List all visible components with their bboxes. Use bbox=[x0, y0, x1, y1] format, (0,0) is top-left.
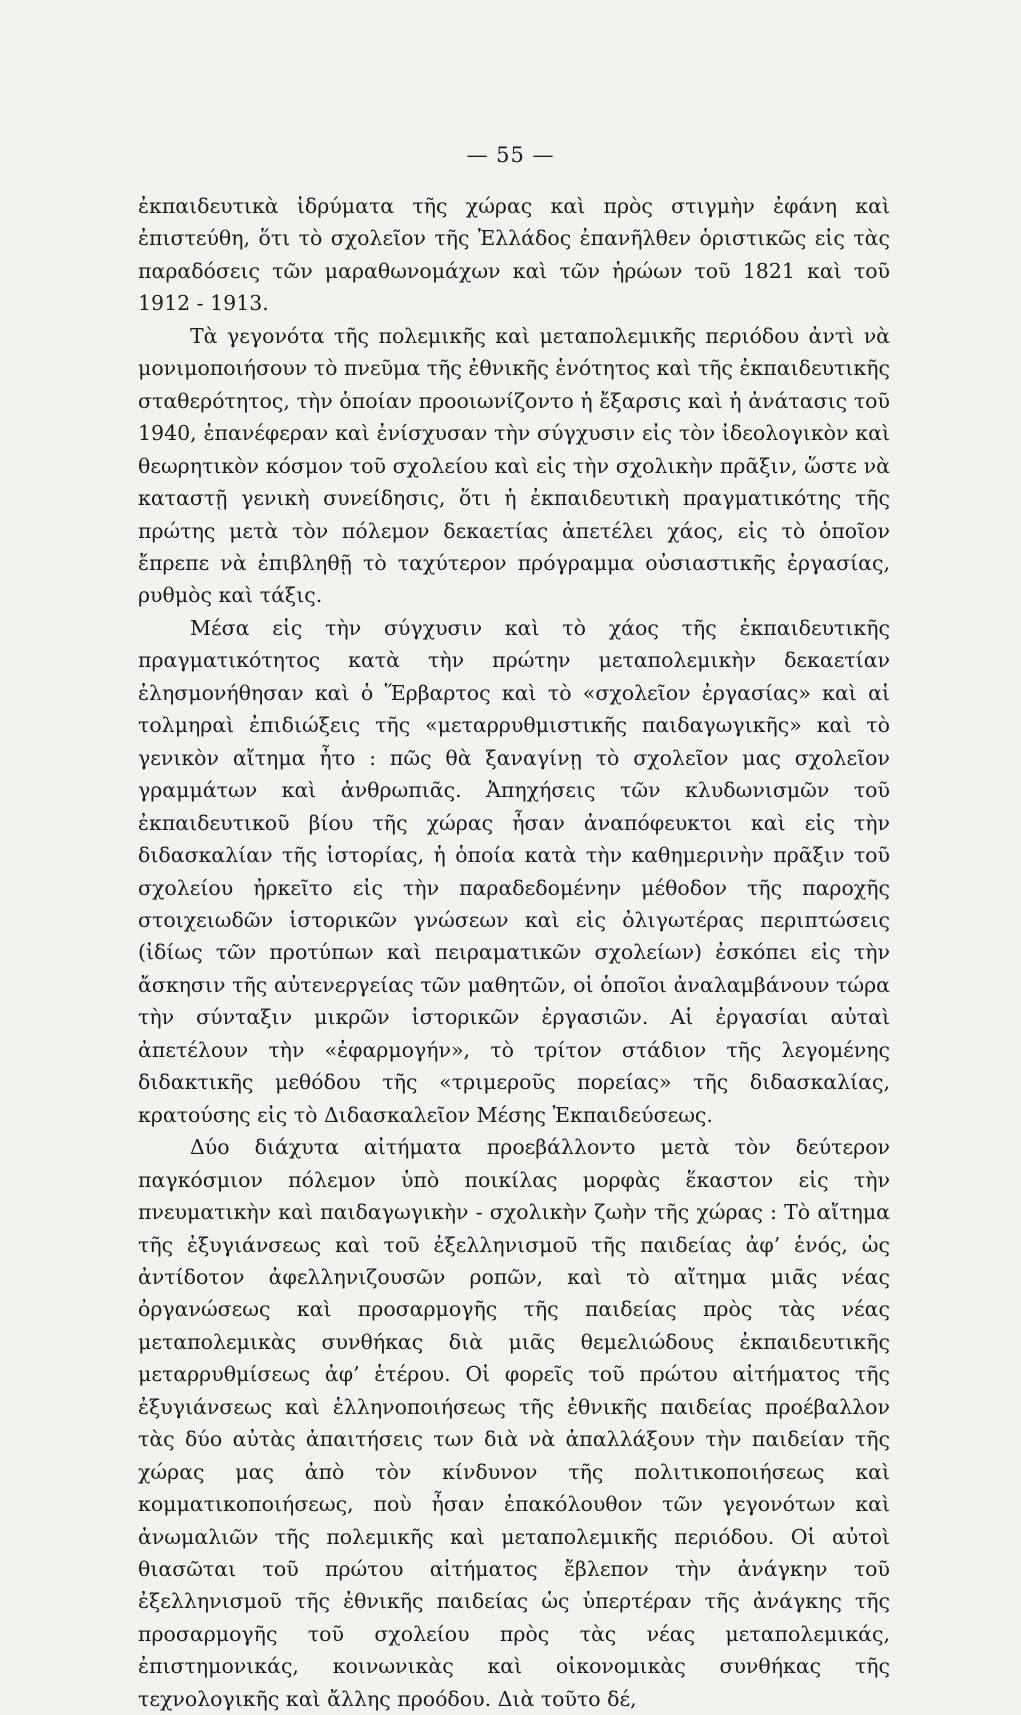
body-text bbox=[138, 190, 890, 1715]
paragraph: Μέσα εἰς τὴν σύγχυσιν καὶ τὸ χάος τῆς ἐκπαιδευτικῆς πραγματικότητος κατὰ τὴν πρώτην μεταπολεμικὴν δεκαετίαν ἐλησμονήθησαν καὶ ὁ Ἕρβαρτος καὶ τὸ «σχολεῖον ἐργασίας» καὶ αἱ τολμηραὶ ἐπιδιώξεις τῆς «μεταρρυθμιστικῆς παιδαγωγικῆς» καὶ τὸ γενικὸν αἴτημα ἦτο : πῶς θὰ ξαναγίνῃ τὸ σχολεῖον μας σχολεῖον γραμμάτων καὶ ἀνθρωπιᾶς. Ἀπηχήσεις τῶν κλυδωνισμῶν τοῦ ἐκπαιδευτικοῦ βίου τῆς χώρας ἦσαν ἀναπόφευκτοι καὶ εἰς τὴν διδασκαλίαν τῆς ἱστορίας, ἡ ὁποία κατὰ τὴν καθημερινὴν πρᾶξιν τοῦ σχολείου ἠρκεῖτο εἰς τὴν παραδεδομένην μέθοδον τῆς παροχῆς στοιχειωδῶν ἱστορικῶν γνώσεων καὶ εἰς ὀλιγωτέρας περιπτώσεις (ἰδίως τῶν προτύπων καὶ πειραματικῶν σχολείων) ἐσκόπει εἰς τὴν ἄσκησιν τῆς αὐτενεργείας τῶν μαθητῶν, οἱ ὁποῖοι ἀναλαμβάνουν τώρα τὴν σύνταξιν μικρῶν ἱστορικῶν ἐργασιῶν. Αἱ ἐργασίαι αὐταὶ ἀπετέλουν τὴν «ἐφαρμογήν», τὸ τρίτον στάδιον τῆς λεγομένης διδακτικῆς μεθόδου τῆς «τριμεροῦς πορείας» τῆς διδασκαλίας, κρατούσης εἰς τὸ Διδασκαλεῖον Μέσης Ἐκπαιδεύσεως. bbox=[138, 615, 890, 1127]
paragraph: Τὰ γεγονότα τῆς πολεμικῆς καὶ μεταπολεμικῆς περιόδου ἀντὶ νὰ μονιμοποιήσουν τὸ πνεῦμα τῆς ἐθνικῆς ἑνότητος καὶ τῆς ἐκπαιδευτικῆς σταθερότητος, τὴν ὁποίαν προοιωνίζοντο ἡ ἔξαρσις καὶ ἡ ἀνάτασις τοῦ 1940, ἐπανέφεραν καὶ ἐνίσχυσαν τὴν σύγχυσιν εἰς τὸν ἰδεολογικὸν καὶ θεωρητικὸν κόσμον τοῦ σχολείου καὶ εἰς τὴν σχολικὴν πρᾶξιν, ὥστε νὰ καταστῇ γενικὴ συνείδησις, ὅτι ἡ ἐκπαιδευτικὴ πραγματικότης τῆς πρώτης μετὰ τὸν πόλεμον δεκαετίας ἀπετέλει χάος, εἰς τὸ ὁποῖον ἔπρεπε νὰ ἐπιβληθῇ τὸ ταχύτερον πρόγραμμα οὐσιαστικῆς ἐργασίας, ρυθμὸς καὶ τάξις. bbox=[138, 323, 890, 608]
paragraph: Δύο διάχυτα αἰτήματα προεβάλλοντο μετὰ τὸν δεύτερον παγκόσμιον πόλεμον ὑπὸ ποικίλας μορφὰς ἕκαστον εἰς τὴν πνευματικὴν καὶ παιδαγωγικὴν - σχολικὴν ζωὴν τῆς χώρας : Τὸ αἴτημα τῆς ἐξυγιάνσεως καὶ τοῦ ἐξελληνισμοῦ τῆς παιδείας ἀφ’ ἑνός, ὡς ἀντίδοτον ἀφελληνιζουσῶν ροπῶν, καὶ τὸ αἴτημα μιᾶς νέας ὀργανώσεως καὶ προσαρμογῆς τῆς παιδείας πρὸς τὰς νέας μεταπολεμικὰς συνθήκας διὰ μιᾶς θεμελιώδους ἐκπαιδευτικῆς μεταρρυθμίσεως ἀφ’ ἑτέρου. Οἱ φορεῖς τοῦ πρώτου αἰτήματος τῆς ἐξυγιάνσεως καὶ ἑλληνοποιήσεως τῆς ἐθνικῆς παιδείας προέβαλλον τὰς δύο αὐτὰς ἀπαιτήσεις των διὰ νὰ ἀπαλλάξουν τὴν παιδείαν τῆς χώρας μας ἀπὸ τὸν κίνδυνον τῆς πολιτικοποιήσεως καὶ κομματικοποιήσεως, ποὺ ἦσαν ἐπακόλουθον τῶν γεγονότων καὶ ἀνωμαλιῶν τῆς πολεμικῆς καὶ μεταπολεμικῆς περιόδου. Οἱ αὐτοὶ θιασῶται τοῦ πρώτου αἰτήματος ἔβλεπον τὴν ἀνάγκην τοῦ ἐξελληνισμοῦ τῆς ἐθνικῆς παιδείας ὡς ὑπερτέραν τῆς ἀνάγκης τῆς προσαρμογῆς τοῦ σχολείου πρὸς τὰς νέας μεταπολεμικάς, ἐπιστημονικάς, κοινωνικὰς καὶ οἰκονομικὰς συνθήκας τῆς τεχνολογικῆς καὶ ἄλλης προόδου. Διὰ τοῦτο δέ, bbox=[138, 1135, 890, 1711]
page-number: — 55 — bbox=[466, 143, 555, 167]
paragraph-continuation: ἐκπαιδευτικὰ ἱδρύματα τῆς χώρας καὶ πρὸς στιγμὴν ἐφάνη καὶ ἐπιστεύθη, ὅτι τὸ σχολεῖον τῆς Ἑλλάδος ἐπανῆλθεν ὁριστικῶς εἰς τὰς παραδόσεις τῶν μαραθωνομάχων καὶ τῶν ἡρώων τοῦ 1821 καὶ τοῦ 1912 - 1913. bbox=[138, 194, 890, 316]
